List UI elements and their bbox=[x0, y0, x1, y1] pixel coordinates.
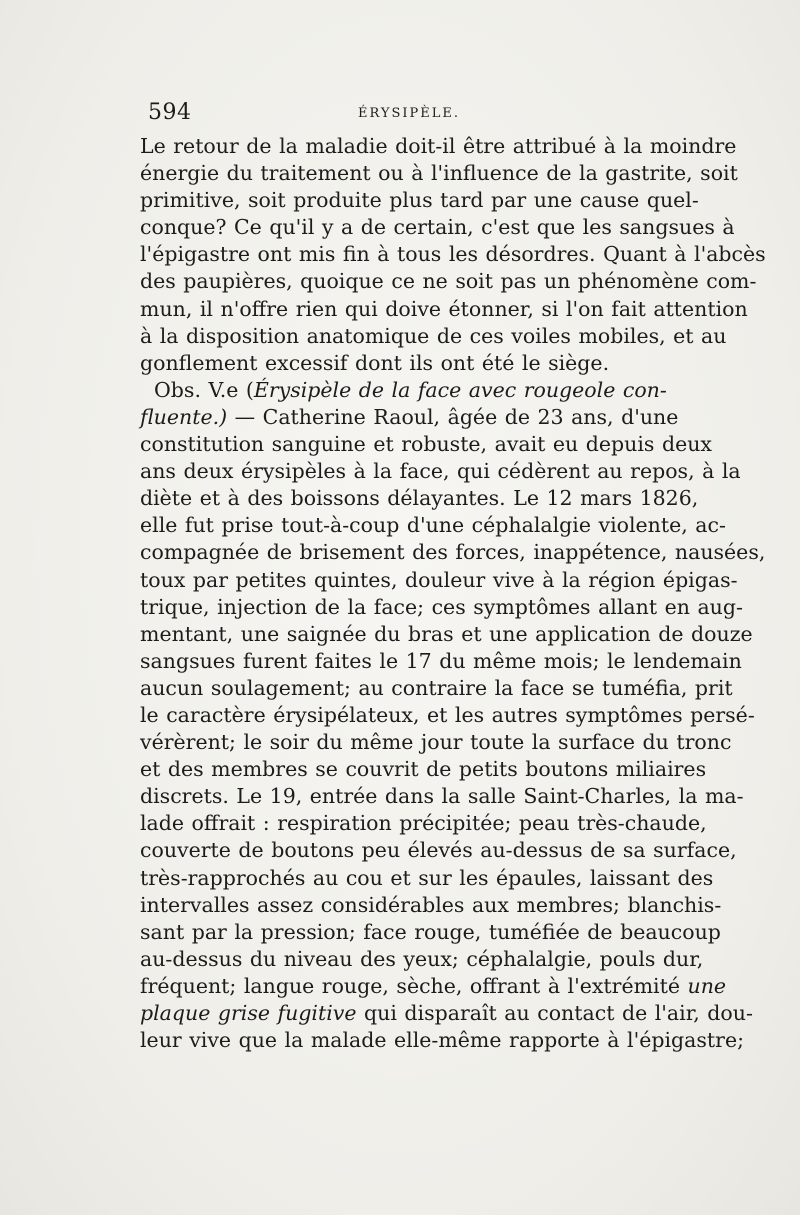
text-line bbox=[140, 323, 727, 350]
text-line bbox=[140, 675, 733, 702]
line-text: et des membres se couvrit de petits boutons miliaires bbox=[140, 757, 707, 782]
text-line bbox=[140, 783, 744, 810]
text-line bbox=[140, 837, 737, 864]
line-text: intervalles assez considérables aux membres; blanchis- bbox=[140, 892, 722, 917]
line-text: fréquent; langue rouge, sèche, offrant à l'extrémité bbox=[140, 973, 688, 998]
line-text: aucun soulagement; au contraire la face se tuméfia, prit bbox=[140, 675, 733, 700]
italic-text: fluente.) bbox=[140, 404, 228, 429]
line-text: sant par la pression; face rouge, tuméfiée de beaucoup bbox=[140, 919, 721, 944]
italic-text: Érysipèle de la face avec rougeole con- bbox=[253, 377, 667, 402]
line-text: gonflement excessif dont ils ont été le siège. bbox=[140, 350, 610, 375]
text-line bbox=[140, 404, 679, 431]
line-text: vérèrent; le soir du même jour toute la surface du tronc bbox=[140, 730, 732, 755]
text-line bbox=[140, 241, 766, 268]
line-text: au-dessus du niveau des yeux; céphalalgie, pouls dur, bbox=[140, 946, 704, 971]
text-line bbox=[140, 919, 721, 946]
line-text: toux par petites quintes, douleur vive à la région épigas- bbox=[140, 567, 738, 592]
line-text: leur vive que la malade elle-même rapporte à l'épigastre; bbox=[140, 1028, 744, 1053]
line-text: constitution sanguine et robuste, avait eu depuis deux bbox=[140, 432, 712, 457]
text-line bbox=[140, 160, 738, 187]
line-text: très-rapprochés au cou et sur les épaules, laissant des bbox=[140, 865, 714, 890]
text-line bbox=[140, 350, 658, 377]
text-line bbox=[140, 268, 757, 295]
text-line bbox=[140, 946, 704, 973]
text-line bbox=[140, 485, 699, 512]
text-line bbox=[140, 296, 748, 323]
text-line bbox=[140, 756, 707, 783]
italic-text: plaque grise fugitive bbox=[140, 1001, 357, 1025]
line-text: primitive, soit produite plus tard par une cause quel- bbox=[140, 188, 699, 213]
line-text: ans deux érysipèles à la face, qui cédèrent au repos, à la bbox=[140, 459, 741, 484]
line-text: — Catherine Raoul, âgée de 23 ans, d'une bbox=[227, 404, 679, 429]
text-line bbox=[140, 594, 743, 621]
line-text: discrets. Le 19, entrée dans la salle Saint-Charles, la ma- bbox=[140, 784, 744, 809]
text-line bbox=[140, 1027, 744, 1054]
line-text: à la disposition anatomique de ces voiles mobiles, et au bbox=[140, 323, 727, 348]
body-text bbox=[140, 133, 766, 1054]
text-line bbox=[140, 214, 735, 241]
text-line bbox=[140, 539, 766, 566]
italic-text: une bbox=[687, 973, 727, 998]
line-text: l'épigastre ont mis fin à tous les désordres. Quant à l'abcès bbox=[140, 242, 766, 267]
page-header bbox=[148, 100, 663, 130]
running-title: ÉRYSIPÈLE. bbox=[358, 106, 460, 121]
line-text: Obs. V.e ( bbox=[154, 377, 254, 402]
text-line bbox=[140, 377, 667, 404]
line-text: Le retour de la maladie doit-il être attribué à la moindre bbox=[140, 134, 737, 158]
line-text: elle fut prise tout-à-coup d'une céphalalgie violente, ac- bbox=[140, 513, 726, 538]
line-text: le caractère érysipélateux, et les autres symptômes persé- bbox=[140, 702, 755, 727]
text-line bbox=[140, 865, 714, 892]
text-line bbox=[140, 187, 699, 214]
text-line bbox=[140, 567, 738, 594]
line-text: des paupières, quoique ce ne soit pas un phénomène com- bbox=[140, 269, 757, 294]
text-line bbox=[140, 648, 742, 675]
line-text: conque? Ce qu'il y a de certain, c'est que les sangsues à bbox=[140, 215, 735, 240]
text-line bbox=[140, 512, 726, 539]
text-line bbox=[140, 973, 727, 1000]
line-text: énergie du traitement ou à l'influence de la gastrite, soit bbox=[140, 161, 738, 186]
page-number: 594 bbox=[148, 100, 192, 125]
line-text: lade offrait : respiration précipitée; peau très-chaude, bbox=[140, 811, 707, 836]
line-text: compagnée de brisement des forces, inappétence, nausées, bbox=[140, 540, 766, 565]
text-line bbox=[140, 729, 732, 756]
line-text: sangsues furent faites le 17 du même mois; le lendemain bbox=[140, 648, 742, 673]
text-line bbox=[140, 431, 712, 458]
text-line bbox=[140, 1000, 753, 1027]
line-text: mentant, une saignée du bras et une application de douze bbox=[140, 621, 753, 646]
text-line bbox=[140, 702, 755, 729]
line-text: trique, injection de la face; ces symptômes allant en aug- bbox=[140, 594, 743, 619]
line-text: mun, il n'offre rien qui doive étonner, si l'on fait attention bbox=[140, 296, 748, 321]
line-text: diète et à des boissons délayantes. Le 12 mars 1826, bbox=[140, 486, 699, 511]
line-text: couverte de boutons peu élevés au-dessus de sa surface, bbox=[140, 838, 737, 863]
text-line bbox=[140, 133, 737, 160]
line-text: qui disparaît au contact de l'air, dou- bbox=[356, 1001, 753, 1025]
text-line bbox=[140, 621, 753, 648]
text-line bbox=[140, 810, 707, 837]
text-line bbox=[140, 458, 741, 485]
text-line bbox=[140, 892, 722, 919]
